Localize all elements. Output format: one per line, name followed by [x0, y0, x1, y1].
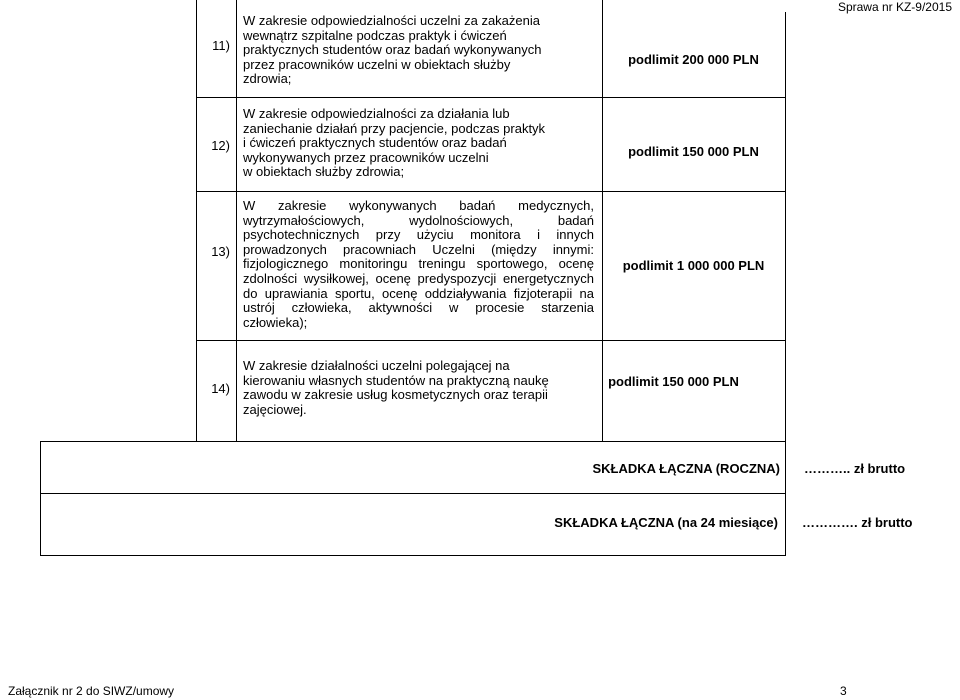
- row-description: [243, 199, 594, 330]
- footer-attachment-label: Załącznik nr 2 do SIWZ/umowy: [8, 684, 175, 698]
- description-line: do uprawiania sportu, ocenę oddziaływania fizjoterapii na: [243, 285, 594, 301]
- page-number: 3: [840, 684, 847, 698]
- limit-value: podlimit 200 000 PLN: [628, 52, 759, 67]
- description-line: praktycznych studentów oraz badań wykonywanych: [243, 42, 542, 58]
- description-line: zajęciowej.: [243, 401, 307, 417]
- limit-value: podlimit 150 000 PLN: [628, 144, 759, 159]
- row-number: 11): [212, 38, 230, 53]
- description-line: W zakresie działalności uczelni polegającej na: [243, 358, 510, 373]
- description-line: W zakresie odpowiedzialności uczelni za zakażenia: [243, 13, 540, 28]
- description-line: W zakresie odpowiedzialności za działania lub: [243, 106, 510, 121]
- row-number: 13): [211, 244, 230, 259]
- limit-value: podlimit 150 000 PLN: [608, 374, 739, 389]
- description-line: wewnątrz szpitalne podczas praktyk i ćwiczeń: [243, 27, 507, 43]
- description-line: ustrój człowieka, aktywności w procesie starzenia: [243, 300, 594, 316]
- description-line: prowadzonych pracowniach Uczelni (między innymi:: [243, 241, 594, 257]
- description-line: wykonywanych przez pracowników uczelni: [243, 149, 489, 165]
- months-premium-label: SKŁADKA ŁĄCZNA (na 24 miesiące): [554, 515, 778, 530]
- description-line: W zakresie wykonywanych badań medycznych,: [243, 198, 594, 213]
- description-line: przez pracowników uczelni w obiektach służby: [243, 56, 511, 72]
- annual-premium-value: ……….. zł brutto: [804, 461, 906, 476]
- row-description: [243, 359, 598, 417]
- description-line: zdrowia;: [243, 71, 292, 87]
- row-description: [243, 107, 598, 180]
- row-description: [243, 14, 598, 87]
- description-line: wytrzymałościowych, wydolnościowych, badań: [243, 212, 594, 228]
- row-number: 12): [211, 138, 230, 153]
- case-reference: Sprawa nr KZ-9/2015: [837, 0, 952, 14]
- description-line: psychotechnicznych przy użyciu monitora i innych: [243, 227, 594, 243]
- description-line: w obiektach służby zdrowia;: [243, 164, 405, 180]
- description-line: kierowaniu własnych studentów na praktyczną naukę: [243, 372, 549, 388]
- description-line: zdolności wysiłkowej, ocenę predyspozycji energetycznych: [243, 270, 594, 286]
- months-premium-value: …………. zł brutto: [802, 515, 913, 530]
- description-line: zawodu w zakresie usług kosmetycznych oraz terapii: [243, 387, 548, 403]
- limit-value: podlimit 1 000 000 PLN: [622, 258, 765, 273]
- description-line: fizjologicznego monitoringu treningu sportowego, ocenę: [243, 256, 594, 272]
- row-number: 14): [211, 381, 230, 396]
- annual-premium-label: SKŁADKA ŁĄCZNA (ROCZNA): [592, 461, 780, 476]
- description-line: i ćwiczeń praktycznych studentów oraz badań: [243, 135, 507, 151]
- description-line: zaniechanie działań przy pacjencie, podczas praktyk: [243, 120, 546, 136]
- description-line: człowieka);: [243, 314, 308, 330]
